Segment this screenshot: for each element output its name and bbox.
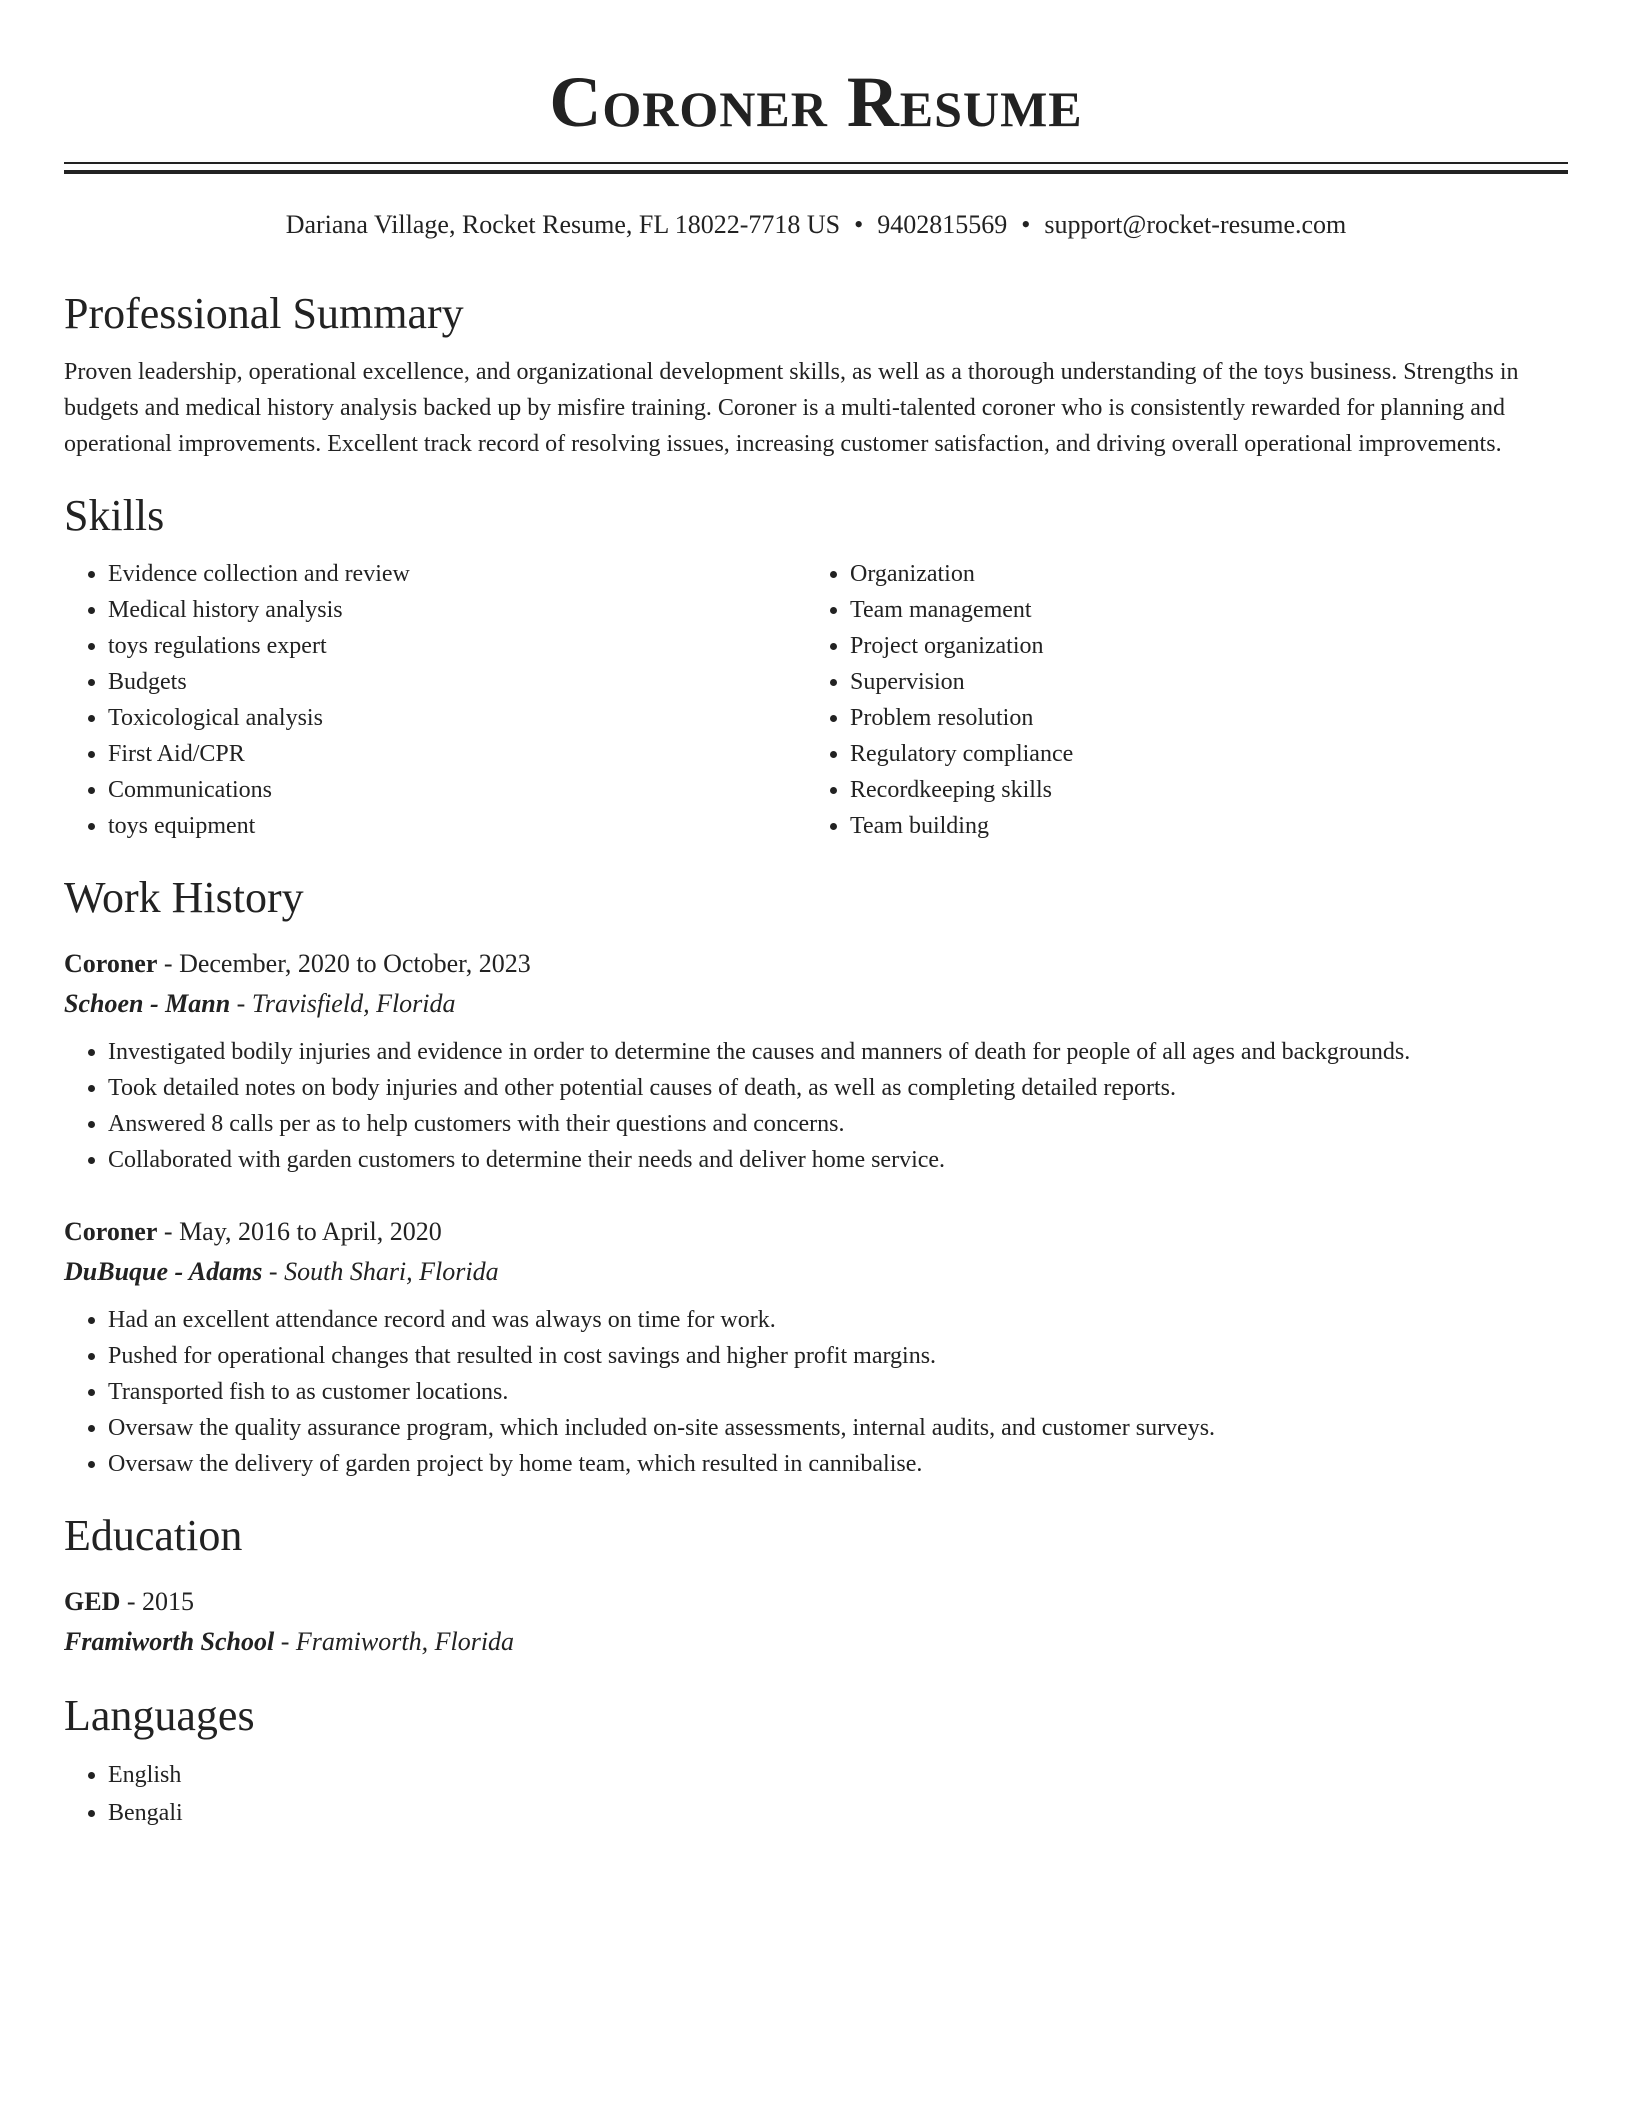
summary-text: Proven leadership, operational excellence, and organizational development skills, as well as a thorough understanding of the toys business. Strengths in budgets and medical history analysis backed up by misfire training. Coroner is a multi-talented coroner who is consistently rewarded for planning and operational improvements. Excellent track record of resolving issues, increasing customer satisfaction, and driving overall operational improvements. <box>64 359 1519 457</box>
title-rule-thin <box>64 162 1568 164</box>
job-company-line <box>64 1252 1568 1292</box>
skill-item: • Team building <box>850 808 1548 844</box>
skills-list-right <box>806 556 1548 844</box>
education-heading: Education <box>64 1511 243 1560</box>
contact-address: Dariana Village, Rocket Resume, FL 18022-7718 US <box>285 210 841 239</box>
job-bullet: • Oversaw the delivery of garden project by home team, which resulted in cannibalise. <box>108 1446 1568 1482</box>
work-history-heading: Work History <box>64 873 304 922</box>
skill-item: • Organization <box>850 556 1548 592</box>
job-bullet: • Collaborated with garden customers to determine their needs and deliver home service. <box>108 1142 1568 1178</box>
job-location: South Shari, Florida <box>284 1257 499 1286</box>
skills-list-left <box>64 556 806 844</box>
education-location: Framiworth, Florida <box>295 1627 515 1656</box>
job-company: DuBuque - Adams <box>64 1257 263 1286</box>
summary-heading: Professional Summary <box>64 289 464 338</box>
skill-item: • First Aid/CPR <box>108 736 806 772</box>
language-item: • Bengali <box>108 1794 1568 1832</box>
job-bullet: • Pushed for operational changes that resulted in cost savings and higher profit margins. <box>108 1338 1568 1374</box>
language-item: • English <box>108 1756 1568 1794</box>
job-bullet: • Had an excellent attendance record and was always on time for work. <box>108 1302 1568 1338</box>
education-degree-line <box>64 1582 1568 1622</box>
skill-item: • Recordkeeping skills <box>850 772 1548 808</box>
job-dash: - <box>262 1257 285 1286</box>
languages-heading: Languages <box>64 1691 255 1740</box>
job-company: Schoen - Mann <box>64 989 231 1018</box>
job-dash: - <box>230 989 252 1018</box>
job-bullet: • Answered 8 calls per as to help customers with their questions and concerns. <box>108 1106 1568 1142</box>
title-rule-thick <box>64 170 1568 174</box>
job-bullets <box>64 1302 1568 1482</box>
skill-item: • Evidence collection and review <box>108 556 806 592</box>
education-dash: - <box>120 1587 143 1616</box>
skills-grid <box>64 556 1568 844</box>
skill-item: • Team management <box>850 592 1548 628</box>
skill-item: • Toxicological analysis <box>108 700 806 736</box>
skill-item: • Communications <box>108 772 806 808</box>
resume-title: Coroner Resume <box>549 62 1083 142</box>
job-dates: December, 2020 to October, 2023 <box>179 949 531 978</box>
skills-heading: Skills <box>64 491 165 540</box>
job-dash: - <box>157 949 180 978</box>
education-year: 2015 <box>142 1587 195 1616</box>
education-degree: GED <box>64 1587 121 1616</box>
contact-phone: 9402815569 <box>877 210 1008 239</box>
job-bullet: • Investigated bodily injuries and evidence in order to determine the causes and manners of death for people of all ages and backgrounds. <box>108 1034 1568 1070</box>
job-title-line <box>64 1212 1568 1252</box>
job-dates: May, 2016 to April, 2020 <box>179 1217 442 1246</box>
job-entry <box>64 1212 1568 1482</box>
job-company-line <box>64 984 1568 1024</box>
job-bullets <box>64 1034 1568 1178</box>
job-title: Coroner <box>64 1217 158 1246</box>
contact-separator: • <box>1021 210 1031 239</box>
education-entry <box>64 1582 1568 1662</box>
job-bullet: • Took detailed notes on body injuries and other potential causes of death, as well as completing detailed reports. <box>108 1070 1568 1106</box>
skill-item: • Problem resolution <box>850 700 1548 736</box>
education-school: Framiworth School <box>64 1627 275 1656</box>
skill-item: • Project organization <box>850 628 1548 664</box>
job-location: Travisfield, Florida <box>251 989 456 1018</box>
job-bullet: • Transported fish to as customer locations. <box>108 1374 1568 1410</box>
skill-item: • Supervision <box>850 664 1548 700</box>
education-school-line <box>64 1622 1568 1662</box>
job-dash: - <box>157 1217 180 1246</box>
education-dash: - <box>274 1627 296 1656</box>
contact-separator: • <box>854 210 864 239</box>
job-title: Coroner <box>64 949 158 978</box>
skill-item: • Medical history analysis <box>108 592 806 628</box>
job-bullet: • Oversaw the quality assurance program, which included on-site assessments, internal audits, and customer surveys. <box>108 1410 1568 1446</box>
skill-item: • toys regulations expert <box>108 628 806 664</box>
skill-item: • toys equipment <box>108 808 806 844</box>
skill-item: • Regulatory compliance <box>850 736 1548 772</box>
job-title-line <box>64 944 1568 984</box>
languages-list <box>64 1756 1568 1832</box>
skill-item: • Budgets <box>108 664 806 700</box>
contact-email: support@rocket-resume.com <box>1044 210 1347 239</box>
contact-line <box>64 208 1568 242</box>
job-entry <box>64 944 1568 1178</box>
